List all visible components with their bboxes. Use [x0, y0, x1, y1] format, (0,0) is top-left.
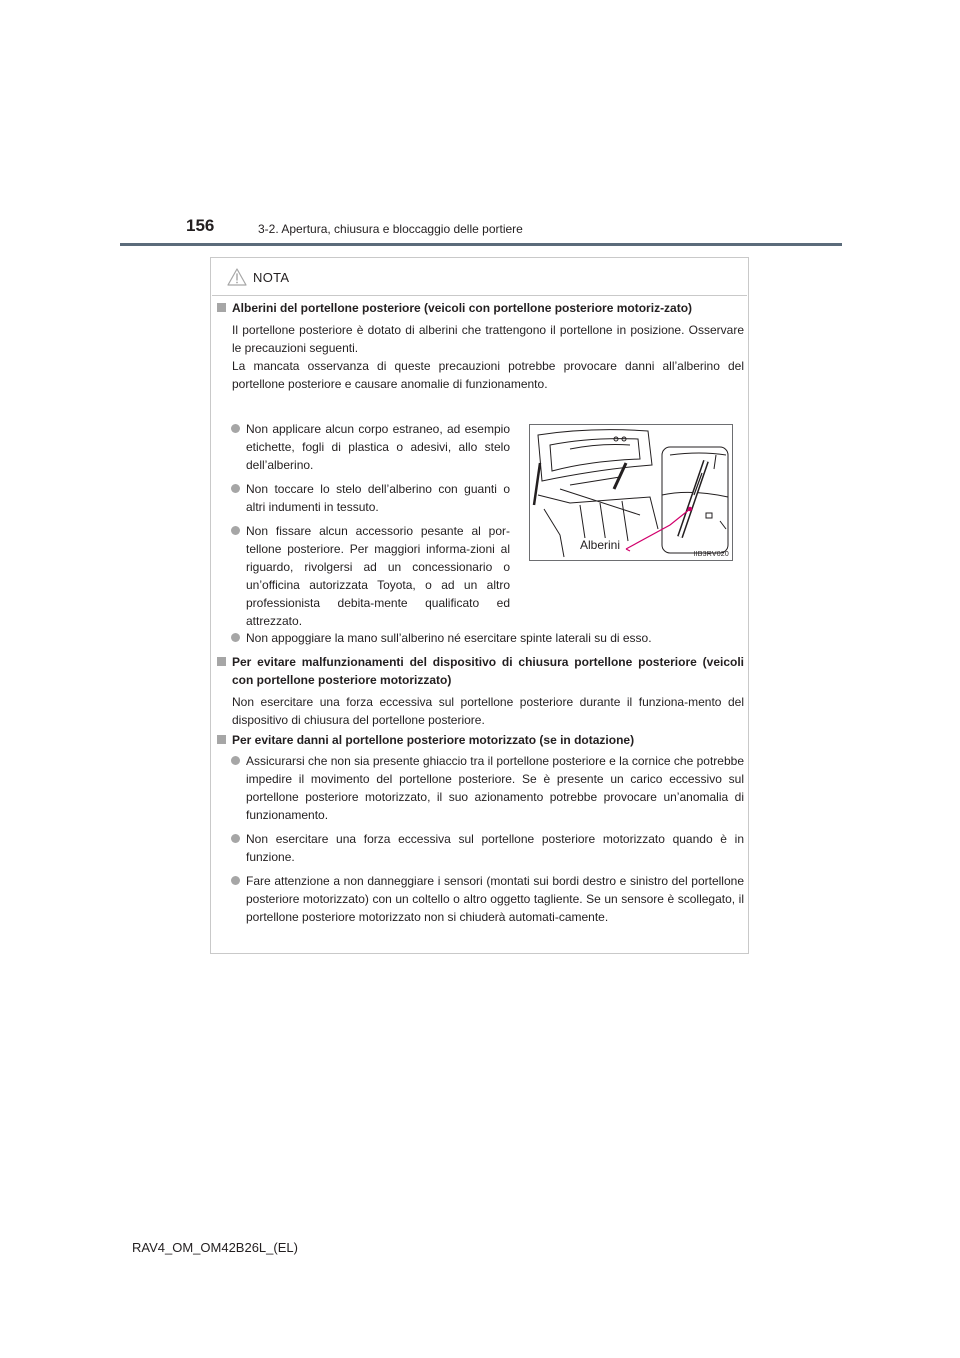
- section-paragraph: Il portellone posteriore è dotato di alberini che trattengono il portellone in posizione. Osservare le precauzioni seguenti.: [232, 323, 744, 355]
- square-bullet-icon: [217, 303, 226, 312]
- round-bullet-icon: [231, 526, 240, 535]
- notice-header: [227, 266, 289, 288]
- section-heading: Per evitare malfunzionamenti del dispositivo di chiusura portellone posteriore (veicoli con portellone posteriore motorizzato): [214, 653, 744, 689]
- list-item: Non fissare alcun accessorio pesante al por-tellone posteriore. Per maggiori informa-zioni al riguardo, rivolgersi ad un concessionario o un’officina autorizzata Toyota, o ad un altro professionista debita-mente qualificato ed attrezzato.: [214, 522, 510, 630]
- round-bullet-icon: [231, 484, 240, 493]
- figure-code: IIB3RV020: [693, 551, 729, 558]
- round-bullet-icon: [231, 756, 240, 765]
- bullet-list: [214, 420, 510, 630]
- list-item: Assicurarsi che non sia presente ghiaccio tra il portellone posteriore e la cornice che potrebbe impedire il movimento del portellone posteriore. Se è presente un carico eccessivo sul portellone posteriore motorizzato, il suo azionamento potrebbe provocare un’anomalia di funzionamento.: [214, 752, 744, 824]
- strut-label: Alberini: [580, 538, 621, 552]
- notice-title: NOTA: [253, 269, 290, 285]
- strut-illustration: [529, 424, 733, 561]
- round-bullet-icon: [231, 876, 240, 885]
- section-power-tailgate: [214, 731, 744, 926]
- notice-divider: [212, 295, 747, 296]
- list-item: Non toccare lo stelo dell’alberino con guanti o altri indumenti in tessuto.: [214, 480, 510, 516]
- section-title: 3-2. Apertura, chiusura e bloccaggio delle portiere: [258, 222, 523, 236]
- list-item: Non esercitare una forza eccessiva sul portellone posteriore motorizzato quando è in funzione.: [214, 830, 744, 866]
- bullet-list: [214, 629, 744, 647]
- list-item: Non appoggiare la mano sull’alberino né esercitare spinte laterali su di esso.: [214, 629, 744, 647]
- section-closer: [214, 653, 744, 729]
- list-item: Non applicare alcun corpo estraneo, ad esempio etichette, fogli di plastica o adesivi, allo stelo dell’alberino.: [214, 420, 510, 474]
- warning-triangle-icon: [227, 268, 247, 286]
- section-paragraph: La mancata osservanza di queste precauzioni potrebbe provocare danni all’alberino del portellone posteriore e causare anomalie di funzionamento.: [232, 359, 744, 391]
- section-struts: [214, 299, 744, 393]
- section-paragraph: Non esercitare una forza eccessiva sul portellone posteriore durante il funziona-mento del dispositivo di chiusura del portellone posteriore.: [232, 695, 744, 727]
- square-bullet-icon: [217, 657, 226, 666]
- square-bullet-icon: [217, 735, 226, 744]
- page-number: 156: [186, 216, 215, 235]
- section-heading: Per evitare danni al portellone posteriore motorizzato (se in dotazione): [214, 731, 744, 749]
- document-code: RAV4_OM_OM42B26L_(EL): [132, 1240, 298, 1255]
- header-rule: [120, 243, 842, 246]
- list-item: Fare attenzione a non danneggiare i sensori (montati sui bordi destro e sinistro del portellone posteriore motorizzato) con un coltello o altro oggetto tagliente. Se un sensore è scollegato, il portellone posteriore motorizzato non si chiuderà automati-camente.: [214, 872, 744, 926]
- notice-box: [210, 257, 749, 954]
- section-heading: Alberini del portellone posteriore (veicoli con portellone posteriore motoriz-zato): [214, 299, 744, 317]
- round-bullet-icon: [231, 834, 240, 843]
- round-bullet-icon: [231, 424, 240, 433]
- round-bullet-icon: [231, 633, 240, 642]
